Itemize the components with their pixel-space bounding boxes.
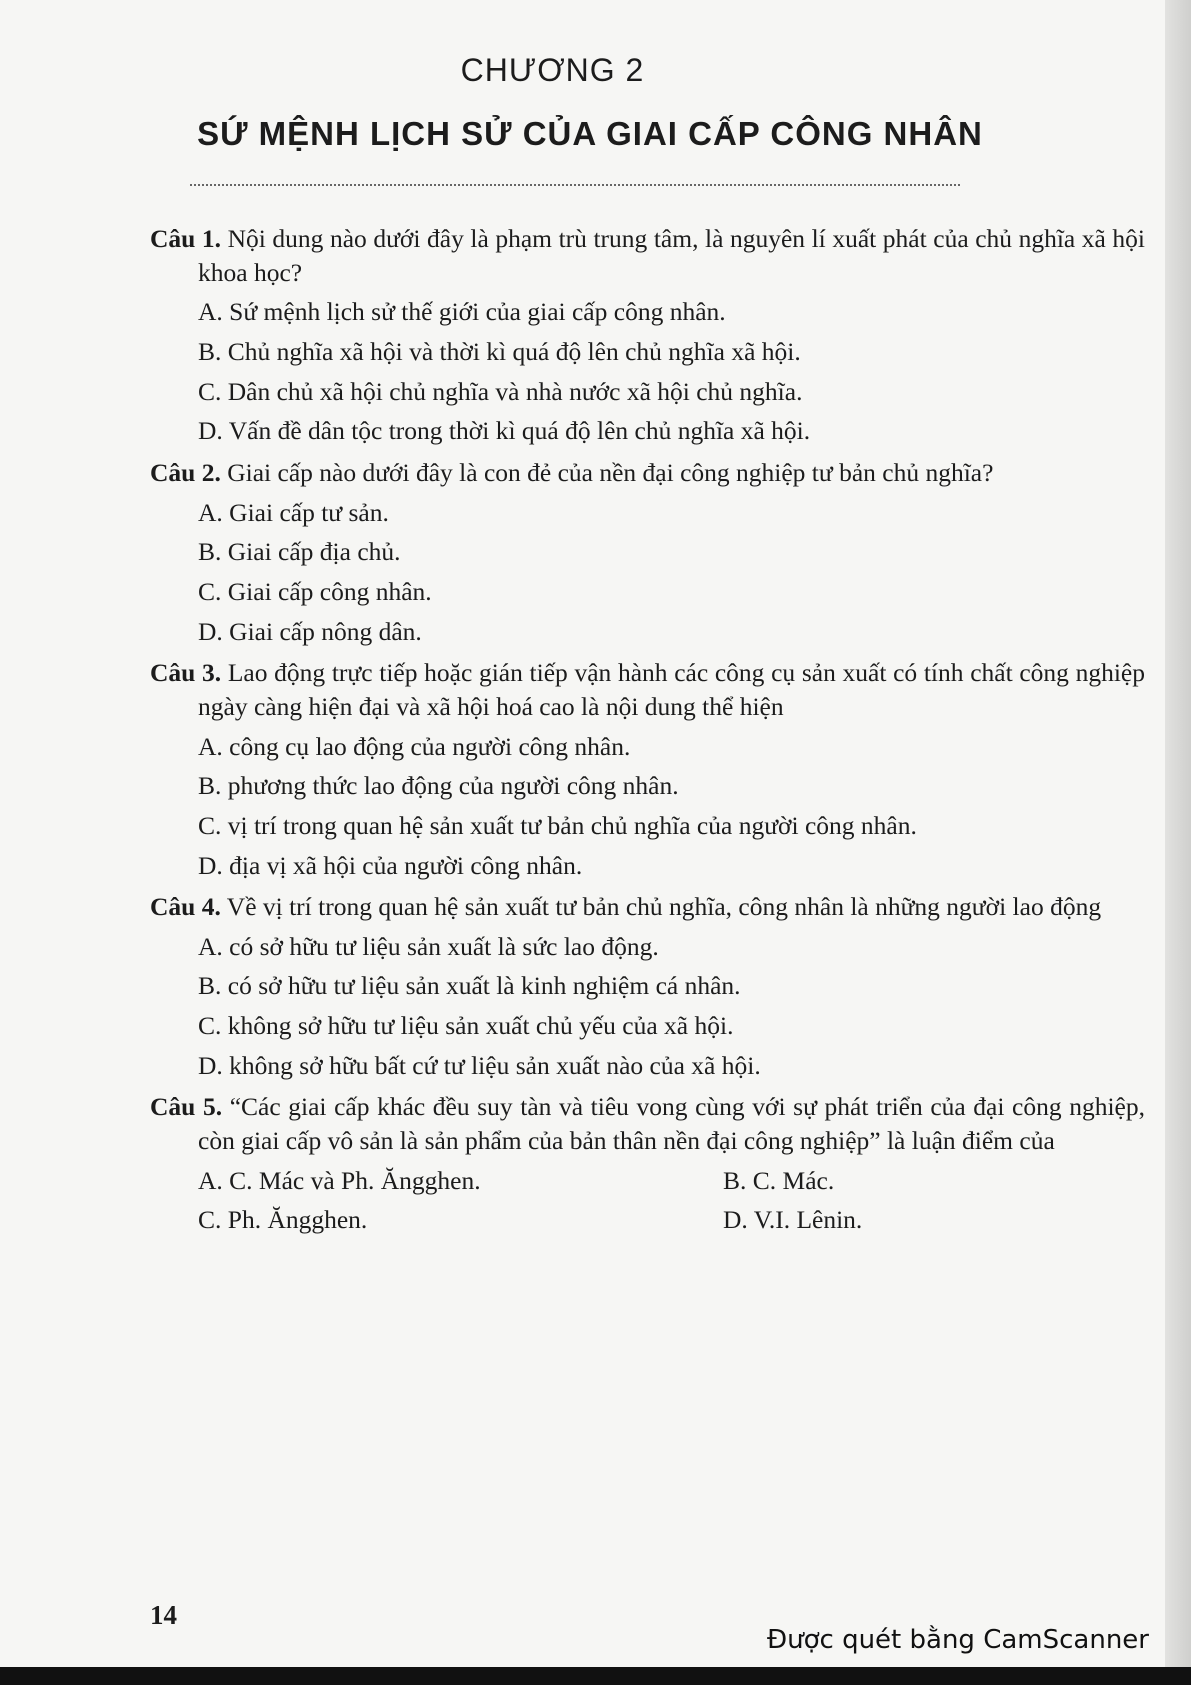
- option-d: D. địa vị xã hội của người công nhân.: [198, 850, 583, 880]
- chapter-label: CHƯƠNG 2: [460, 52, 645, 88]
- option-d: D. V.I. Lênin.: [723, 1205, 863, 1235]
- question-list: [150, 222, 1145, 1245]
- question-stem: [150, 890, 1145, 924]
- option-c: C. Giai cấp công nhân.: [198, 576, 432, 606]
- question-stem: [150, 656, 1145, 723]
- option-c: C. Ph. Ăngghen.: [198, 1205, 368, 1235]
- page-edge: [1165, 0, 1191, 1685]
- question-2: [150, 456, 1145, 648]
- option-d: D. Vấn đề dân tộc trong thời kì quá độ lên chủ nghĩa xã hội.: [198, 416, 811, 446]
- dotted-divider: [190, 184, 960, 186]
- option-d: D. không sở hữu bất cứ tư liệu sản xuất nào của xã hội.: [198, 1050, 761, 1080]
- option-b: B. có sở hữu tư liệu sản xuất là kinh nghiệm cá nhân.: [198, 971, 741, 1001]
- option-b: B. Chủ nghĩa xã hội và thời kì quá độ lên chủ nghĩa xã hội.: [198, 336, 801, 366]
- question-5: [150, 1090, 1145, 1237]
- question-number: Câu 2.: [150, 457, 221, 487]
- chapter-title: SỨ MỆNH LỊCH SỬ CỦA GIAI CẤP CÔNG NHÂN: [197, 115, 983, 152]
- bottom-band: [0, 1667, 1191, 1685]
- option-b: B. Giai cấp địa chủ.: [198, 537, 401, 567]
- option-b: B. C. Mác.: [723, 1165, 835, 1195]
- chapter-heading: [0, 52, 1165, 153]
- question-text: “Các giai cấp khác đều suy tàn và tiêu vong cùng với sự phát triển của đại công nghiệp, còn giai cấp vô sản là sản phẩm của bản thân nền đại công nghiệp” là luận điểm của: [198, 1092, 1146, 1156]
- option-a: A. C. Mác và Ph. Ăngghen.: [198, 1165, 481, 1195]
- question-3: [150, 656, 1145, 882]
- option-a: A. có sở hữu tư liệu sản xuất là sức lao động.: [198, 931, 659, 961]
- page-number: 14: [150, 1600, 177, 1630]
- option-c: C. vị trí trong quan hệ sản xuất tư bản chủ nghĩa của người công nhân.: [198, 810, 917, 840]
- option-row: [150, 1164, 1145, 1198]
- question-stem: [150, 222, 1145, 289]
- question-number: Câu 1.: [150, 224, 222, 253]
- question-stem: [150, 1090, 1145, 1157]
- question-stem: [150, 456, 1145, 490]
- question-number: Câu 4.: [150, 892, 221, 922]
- option-a: A. Giai cấp tư sản.: [198, 497, 389, 527]
- question-number: Câu 5.: [150, 1092, 223, 1122]
- question-text: Giai cấp nào dưới đây là con đẻ của nền đại công nghiệp tư bản chủ nghĩa?: [227, 457, 994, 487]
- option-c: C. Dân chủ xã hội chủ nghĩa và nhà nước xã hội chủ nghĩa.: [198, 376, 803, 406]
- question-text: Nội dung nào dưới đây là phạm trù trung tâm, là nguyên lí xuất phát của chủ nghĩa xã hội khoa học?: [198, 224, 1145, 287]
- scanner-watermark: Được quét bằng CamScanner: [766, 1625, 1149, 1655]
- question-text: Về vị trí trong quan hệ sản xuất tư bản chủ nghĩa, công nhân là những người lao động: [226, 892, 1102, 922]
- question-1: [150, 222, 1145, 448]
- option-a: A. công cụ lao động của người công nhân.: [198, 731, 631, 761]
- option-c: C. không sở hữu tư liệu sản xuất chủ yếu của xã hội.: [198, 1011, 734, 1041]
- option-b: B. phương thức lao động của người công nhân.: [198, 771, 679, 801]
- question-number: Câu 3.: [150, 658, 222, 688]
- option-d: D. Giai cấp nông dân.: [198, 616, 422, 646]
- option-row: [150, 1203, 1145, 1237]
- question-4: [150, 890, 1145, 1082]
- question-text: Lao động trực tiếp hoặc gián tiếp vận hành các công cụ sản xuất có tính chất công nghiệp ngày càng hiện đại và xã hội hoá cao là nội dung thể hiện: [198, 658, 1145, 721]
- option-a: A. Sứ mệnh lịch sử thế giới của giai cấp công nhân.: [198, 297, 726, 327]
